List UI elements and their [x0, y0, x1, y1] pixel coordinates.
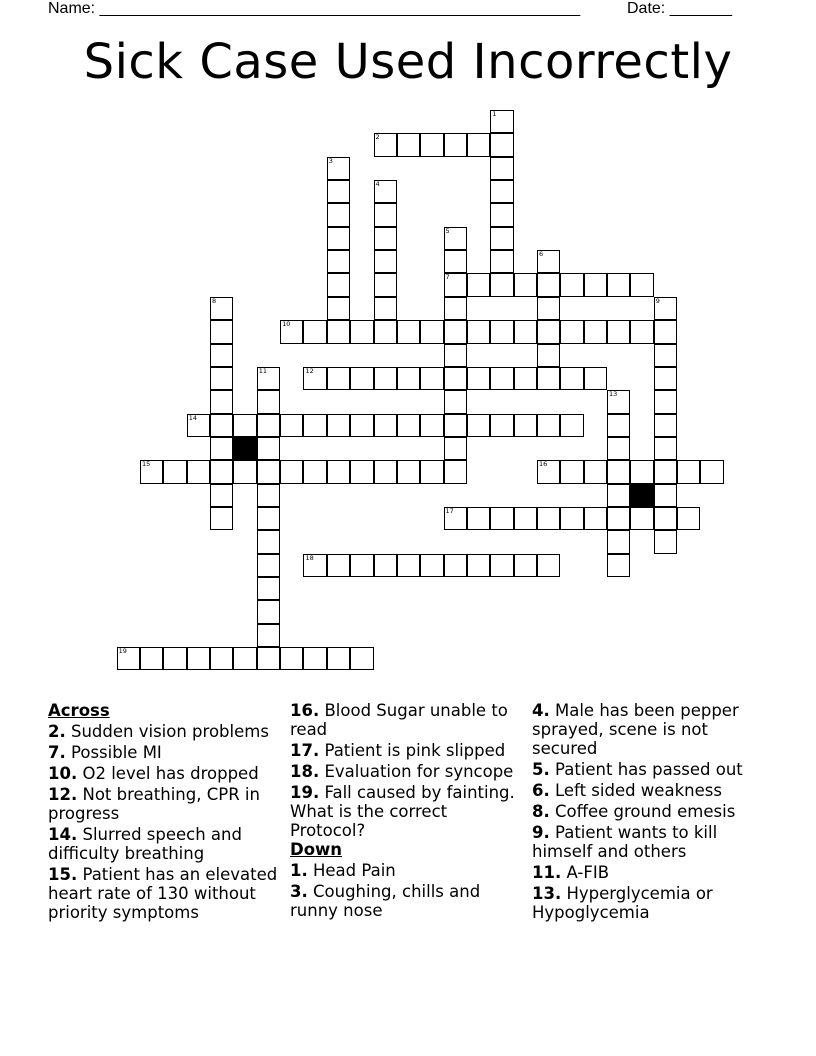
grid-cell[interactable] [303, 414, 326, 437]
grid-cell[interactable] [490, 414, 513, 437]
grid-cell[interactable] [560, 414, 583, 437]
grid-cell[interactable] [537, 273, 560, 296]
clue-number-2: 2 [375, 133, 380, 142]
grid-cell[interactable] [280, 460, 303, 483]
grid-cell[interactable] [210, 297, 233, 320]
clue-across-18: 18. Evaluation for syncope [290, 762, 514, 781]
clue-number-17: 17 [445, 506, 454, 515]
grid-cell[interactable] [210, 647, 233, 670]
grid-cell[interactable] [514, 414, 537, 437]
grid-cell[interactable] [654, 507, 677, 530]
grid-cell[interactable] [397, 414, 420, 437]
grid-cell[interactable] [537, 367, 560, 390]
clue-number-10: 10 [282, 320, 291, 329]
grid-cell[interactable] [467, 414, 490, 437]
grid-cell[interactable] [163, 460, 186, 483]
grid-cell[interactable] [233, 414, 256, 437]
grid-cell[interactable] [257, 600, 280, 623]
grid-cell[interactable] [584, 367, 607, 390]
clue-number-1: 1 [492, 110, 497, 118]
grid-cell[interactable] [374, 297, 397, 320]
grid-cell[interactable] [257, 437, 280, 460]
grid-cell[interactable] [537, 414, 560, 437]
grid-cell[interactable] [210, 344, 233, 367]
grid-cell[interactable] [374, 227, 397, 250]
grid-cell[interactable] [327, 647, 350, 670]
clue-across-14: 14. Slurred speech and difficulty breathing [48, 825, 242, 863]
clue-number-11: 11 [258, 366, 268, 375]
grid-cell[interactable] [607, 437, 630, 460]
grid-cell[interactable] [257, 647, 280, 670]
clue-number-13: 13 [609, 390, 618, 399]
grid-cell[interactable] [327, 414, 350, 437]
grid-cell[interactable] [374, 180, 397, 203]
grid-cell[interactable] [280, 414, 303, 437]
clue-down-6: 6. Left sided weakness [532, 781, 722, 800]
grid-cell[interactable] [677, 507, 700, 530]
grid-cell[interactable] [397, 320, 420, 343]
grid-cell[interactable] [654, 297, 677, 320]
grid-cell[interactable] [187, 460, 210, 483]
grid-cell[interactable] [490, 133, 513, 156]
grid-cell[interactable] [350, 554, 373, 577]
grid-cell[interactable] [327, 157, 350, 180]
grid-cell[interactable] [490, 110, 513, 133]
clue-down-13: 13. Hyperglycemia or Hypoglycemia [532, 884, 713, 922]
grid-cell[interactable] [140, 460, 163, 483]
grid-cell[interactable] [140, 647, 163, 670]
grid-cell[interactable] [303, 367, 326, 390]
grid-cell[interactable] [257, 367, 280, 390]
clue-number-9: 9 [655, 296, 660, 305]
grid-cell[interactable] [327, 367, 350, 390]
black-cell [630, 484, 653, 507]
grid-cell[interactable] [444, 414, 467, 437]
clue-across-7: 7. Possible MI [48, 743, 162, 762]
grid-cell[interactable] [303, 554, 326, 577]
grid-cell[interactable] [187, 647, 210, 670]
grid-cell[interactable] [257, 577, 280, 600]
grid-cell[interactable] [607, 273, 630, 296]
grid-cell[interactable] [654, 484, 677, 507]
grid-cell[interactable] [490, 157, 513, 180]
grid-cell[interactable] [374, 460, 397, 483]
grid-cell[interactable] [537, 344, 560, 367]
grid-cell[interactable] [327, 554, 350, 577]
grid-cell[interactable] [514, 320, 537, 343]
grid-cell[interactable] [444, 250, 467, 273]
grid-cell[interactable] [327, 250, 350, 273]
grid-cell[interactable] [420, 320, 443, 343]
grid-cell[interactable] [233, 647, 256, 670]
grid-cell[interactable] [327, 227, 350, 250]
grid-cell[interactable] [327, 320, 350, 343]
grid-cell[interactable] [444, 133, 467, 156]
grid-cell[interactable] [537, 554, 560, 577]
clue-number-4: 4 [375, 180, 380, 189]
grid-cell[interactable] [490, 203, 513, 226]
grid-cell[interactable] [350, 414, 373, 437]
grid-cell[interactable] [257, 507, 280, 530]
clue-across-16: 16. Blood Sugar unable to read [290, 701, 508, 739]
grid-cell[interactable] [444, 297, 467, 320]
grid-cell[interactable] [350, 320, 373, 343]
grid-cell[interactable] [654, 320, 677, 343]
clue-across-19: 19. Fall caused by fainting. What is the correct Protocol? [290, 783, 515, 840]
grid-cell[interactable] [257, 530, 280, 553]
grid-cell[interactable] [233, 460, 256, 483]
grid-cell[interactable] [444, 320, 467, 343]
grid-cell[interactable] [630, 320, 653, 343]
clue-down-4: 4. Male has been pepper sprayed, scene is not secured [532, 701, 739, 758]
grid-cell[interactable] [490, 507, 513, 530]
grid-cell[interactable] [467, 507, 490, 530]
clue-number-16: 16 [538, 460, 548, 469]
clue-number-14: 14 [188, 413, 197, 422]
grid-cell[interactable] [327, 273, 350, 296]
grid-cell[interactable] [210, 460, 233, 483]
clue-across-12: 12. Not breathing, CPR in progress [48, 785, 260, 823]
clue-across-10: 10. O2 level has dropped [48, 764, 259, 783]
grid-cell[interactable] [374, 133, 397, 156]
grid-cell[interactable] [490, 250, 513, 273]
grid-cell[interactable] [374, 250, 397, 273]
grid-cell[interactable] [584, 460, 607, 483]
grid-cell[interactable] [607, 414, 630, 437]
grid-cell[interactable] [444, 437, 467, 460]
grid-cell[interactable] [514, 273, 537, 296]
grid-cell[interactable] [654, 390, 677, 413]
grid-cell[interactable] [630, 460, 653, 483]
grid-cell[interactable] [654, 414, 677, 437]
grid-cell[interactable] [490, 273, 513, 296]
grid-cell[interactable] [490, 227, 513, 250]
grid-cell[interactable] [303, 320, 326, 343]
down-clues-column [532, 701, 767, 922]
grid-cell[interactable] [444, 390, 467, 413]
grid-cell[interactable] [444, 344, 467, 367]
clue-across-2: 2. Sudden vision problems [48, 722, 269, 741]
clue-down-11: 11. A-FIB [532, 863, 610, 882]
grid-cell[interactable] [303, 460, 326, 483]
grid-cell[interactable] [607, 484, 630, 507]
grid-cell[interactable] [514, 367, 537, 390]
grid-cell[interactable] [537, 250, 560, 273]
grid-cell[interactable] [490, 367, 513, 390]
grid-cell[interactable] [210, 414, 233, 437]
grid-cell[interactable] [257, 554, 280, 577]
across-heading: Across [48, 701, 110, 720]
grid-cell[interactable] [210, 367, 233, 390]
grid-cell[interactable] [257, 414, 280, 437]
grid-cell[interactable] [350, 460, 373, 483]
clue-across-17: 17. Patient is pink slipped [290, 741, 506, 760]
grid-cell[interactable] [607, 530, 630, 553]
grid-cell[interactable] [397, 133, 420, 156]
clue-number-8: 8 [212, 296, 217, 305]
grid-cell[interactable] [420, 414, 443, 437]
grid-cell[interactable] [420, 460, 443, 483]
grid-cell[interactable] [654, 344, 677, 367]
clue-number-7: 7 [445, 273, 450, 282]
grid-cell[interactable] [420, 367, 443, 390]
grid-cell[interactable] [444, 273, 467, 296]
grid-cell[interactable] [257, 390, 280, 413]
clue-number-19: 19 [118, 647, 127, 656]
clue-down-9: 9. Patient wants to kill himself and others [532, 823, 718, 861]
grid-cell[interactable] [163, 647, 186, 670]
grid-cell[interactable] [537, 297, 560, 320]
grid-cell[interactable] [117, 647, 140, 670]
across-clues-column-2 [290, 701, 525, 920]
grid-cell[interactable] [303, 647, 326, 670]
clue-down-8: 8. Coffee ground emesis [532, 802, 736, 821]
grid-cell[interactable] [257, 484, 280, 507]
grid-cell[interactable] [257, 624, 280, 647]
clue-number-12: 12 [305, 366, 314, 375]
clue-down-1: 1. Head Pain [290, 861, 396, 880]
grid-cell[interactable] [210, 320, 233, 343]
grid-cell[interactable] [514, 554, 537, 577]
grid-cell[interactable] [560, 460, 583, 483]
grid-cell[interactable] [560, 507, 583, 530]
clue-number-18: 18 [305, 553, 314, 562]
grid-cell[interactable] [397, 554, 420, 577]
grid-cell[interactable] [467, 133, 490, 156]
grid-cell[interactable] [584, 507, 607, 530]
puzzle-title: Sick Case Used Incorrectly [83, 34, 733, 90]
grid-cell[interactable] [607, 460, 630, 483]
grid-cell[interactable] [607, 507, 630, 530]
grid-cell[interactable] [490, 554, 513, 577]
name-field-label: Name: ______________________________________________________ [48, 0, 581, 17]
grid-cell[interactable] [350, 647, 373, 670]
grid-cell[interactable] [327, 203, 350, 226]
clue-number-5: 5 [445, 226, 450, 235]
grid-cell[interactable] [374, 367, 397, 390]
date-field-label: Date: _______ [627, 0, 732, 17]
grid-cell[interactable] [607, 390, 630, 413]
grid-cell[interactable] [397, 367, 420, 390]
grid-cell[interactable] [374, 554, 397, 577]
grid-cell[interactable] [630, 507, 653, 530]
clue-number-15: 15 [142, 460, 151, 469]
grid-cell[interactable] [210, 390, 233, 413]
grid-cell[interactable] [350, 367, 373, 390]
grid-cell[interactable] [257, 460, 280, 483]
grid-cell[interactable] [584, 273, 607, 296]
grid-cell[interactable] [514, 507, 537, 530]
grid-cell[interactable] [374, 414, 397, 437]
grid-cell[interactable] [654, 437, 677, 460]
grid-cell[interactable] [607, 554, 630, 577]
grid-cell[interactable] [420, 554, 443, 577]
grid-cell[interactable] [700, 460, 723, 483]
grid-cell[interactable] [630, 273, 653, 296]
grid-cell[interactable] [280, 647, 303, 670]
grid-cell[interactable] [187, 414, 210, 437]
grid-cell[interactable] [654, 530, 677, 553]
clue-down-3: 3. Coughing, chills and runny nose [290, 882, 481, 920]
black-cell [233, 437, 256, 460]
grid-cell[interactable] [560, 367, 583, 390]
grid-cell[interactable] [327, 180, 350, 203]
grid-cell[interactable] [607, 320, 630, 343]
grid-cell[interactable] [210, 484, 233, 507]
grid-cell[interactable] [537, 507, 560, 530]
grid-cell[interactable] [444, 507, 467, 530]
grid-cell[interactable] [490, 320, 513, 343]
grid-cell[interactable] [444, 460, 467, 483]
grid-cell[interactable] [397, 460, 420, 483]
grid-cell[interactable] [584, 320, 607, 343]
grid-cell[interactable] [210, 507, 233, 530]
across-clues-column-1 [48, 701, 283, 922]
grid-cell[interactable] [327, 460, 350, 483]
grid-cell[interactable] [280, 320, 303, 343]
clue-down-5: 5. Patient has passed out [532, 760, 743, 779]
down-heading: Down [290, 840, 343, 859]
grid-cell[interactable] [444, 227, 467, 250]
grid-cell[interactable] [467, 367, 490, 390]
grid-cell[interactable] [374, 320, 397, 343]
grid-cell[interactable] [654, 367, 677, 390]
clue-number-3: 3 [328, 156, 333, 165]
grid-cell[interactable] [444, 367, 467, 390]
grid-cell[interactable] [560, 273, 583, 296]
grid-cell[interactable] [560, 320, 583, 343]
grid-cell[interactable] [374, 273, 397, 296]
grid-cell[interactable] [467, 320, 490, 343]
clue-number-6: 6 [538, 250, 544, 259]
grid-cell[interactable] [327, 297, 350, 320]
grid-cell[interactable] [420, 133, 443, 156]
grid-cell[interactable] [537, 320, 560, 343]
grid-cell[interactable] [444, 554, 467, 577]
grid-cell[interactable] [654, 460, 677, 483]
grid-cell[interactable] [210, 437, 233, 460]
grid-cell[interactable] [677, 460, 700, 483]
clue-across-15: 15. Patient has an elevated heart rate of 130 without priority symptoms [48, 865, 278, 922]
grid-cell[interactable] [490, 180, 513, 203]
grid-cell[interactable] [374, 203, 397, 226]
grid-cell[interactable] [467, 273, 490, 296]
grid-cell[interactable] [467, 554, 490, 577]
grid-cell[interactable] [537, 460, 560, 483]
